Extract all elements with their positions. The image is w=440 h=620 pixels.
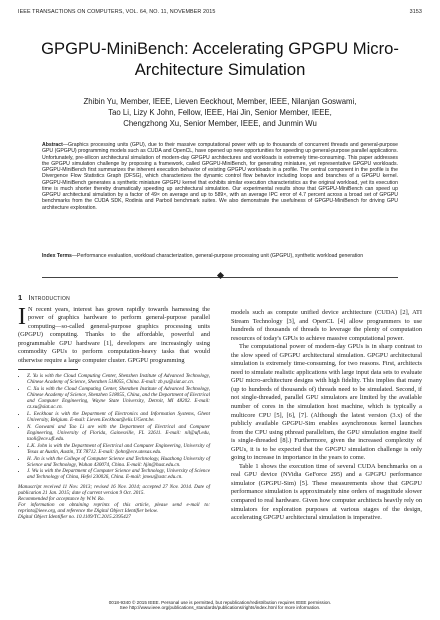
abstract-text: —Graphics processing units (GPU), due to their massive computational power with up to thousands of concurrent threads and general-purpose GPU (GPGPU) programming models such as CUDA and OpenCL, have opened up new opportunities for speeding up general-purpose parallel applications. Unfortunately, pre-silicon architectural simulation of modern-day GPGPU architectures and workloads is extremely time-consuming. This paper addresses the GPGPU simulation challenge by proposing a framework, called GPGPU-MiniBench, for generating miniature, yet representative GPGPU workloads. GPGPU-MiniBench first summarizes the inherent execution behavior of existing GPGPU workloads in a profile. The central component in the profile is the Divergence Flow Statistics Graph (DFSG), which characterizes the dynamic control flow behavior including loops and branches of a GPGPU kernel. GPGPU-MiniBench generates a synthetic miniature GPGPU kernel that exhibits similar execution characteristics as the original workload, yet its execution time is much shorter thereby dramatically speeding up architectural simulation. Our experimental results show that GPGPU-MiniBench can speed up GPGPU architectural simulation by a factor of 49× on average and up to 589×, with an average IPC error of 4.7 percent across a broad set of GPGPU benchmarks from the CUDA SDK, Rodinia and Parboil benchmark suites. We also demonstrate the usefulness of GPGPU-MiniBench for driving GPU architecture exploration.: [42, 142, 398, 211]
body-paragraph: models such as compute unified device architecture (CUDA) [2], ATI Stream Technology [3], and OpenCL [4] allow programmers to use hundreds of thousands of threads to leverage the plenty of computation resources of today's GPUs to achieve massive computational power.: [231, 309, 422, 342]
intro-text: N recent years, interest has grown rapidly towards harnessing the power of graphics hardware to perform general-purpose parallel computing—so-called general-purpose graphics processing units (GPGPU) computing. Thanks to the affordable, powerful and programmable GPU hardware [1], developers are increasingly using commodity GPUs to perform computation-heavy tasks that would otherwise require a large computer cluster. GPGPU programming: [18, 305, 210, 364]
affiliation-list: [18, 373, 210, 480]
author-line: Zhibin Yu, Member, IEEE, Lieven Eeckhout, Member, IEEE, Nilanjan Goswami,: [83, 97, 357, 106]
footnote-rule: [18, 369, 78, 370]
page-number: 3153: [409, 9, 422, 15]
author-line: Tao Li, Lizy K John, Fellow, IEEE, Hai Jin, Senior Member, IEEE,: [108, 108, 332, 117]
section-title: Introduction: [28, 293, 70, 302]
manuscript-info: [18, 484, 210, 521]
abstract-label: Abstract: [42, 142, 63, 148]
diamond-icon: [216, 272, 223, 279]
section-number: 1: [18, 293, 23, 302]
author-line: Chengzhong Xu, Senior Member, IEEE, and Junmin Wu: [123, 119, 317, 128]
body-paragraph: The computational power of modern-day GPUs is in sharp contrast to the slow speed of GPGPU architectural simulation. GPGPU architectural simulation is extremely time-consuming, for two reasons. First, architects need to simulate realistic applications with large input data sets to evaluate GPU micro-architecture designs with high fidelity. This implies that many (up to hundreds of thousands of) threads need to be simulated. Second, if not single-threaded, parallel GPU simulators are limited by the available number of cores in the simulation host machine, which is typically a multicore CPU [5], [6], [7]. (Although the latest version (3.x) of the publicly available GPGPU-Sim enables asynchronous kernel launches from the CPU using pthread parallelism, the GPU simulation engine itself is single-threaded [8].) Furthermore, given the increased complexity of GPUs, it is to be expected that the GPGPU simulation challenge is only going to increase in importance in the years to come.: [231, 343, 422, 462]
reprints-info: For information on obtaining reprints of this article, please send e-mail to: reprints@ieee.org, and reference the Digital Object Identifier below.: [18, 501, 210, 514]
index-terms-label: Index Terms: [42, 253, 72, 259]
section-divider: [42, 273, 398, 281]
manuscript-dates: Manuscript received 11 Nov. 2013; revised 16 Nov. 2014; accepted 27 Nov. 2014. Date of publication 21 Jan. 2015; date of current version 9 Oct. 2015.: [18, 483, 210, 496]
affiliation-item: • Z. Yu is with the Cloud Computing Center, Shenzhen Institute of Advanced Technology, Chinese Academy of Science, Shenzhen 518055, China. E-mail: zb.yu@siat.ac.cn.: [27, 373, 210, 385]
index-terms-text: —Performance evaluation, workload characterization, general-purpose processing unit (GPGPU), synthetic workload generation: [71, 253, 364, 259]
paper-title: GPGPU-MiniBench: Accelerating GPGPU Micro-Architecture Simulation: [41, 39, 399, 79]
affiliation-item: • L.K. John is with the Department of Electrical and Computer Engineering, University of Texas at Austin, Austin, TX 78712. E-mail: ljohn@ece.utexas.edu.: [27, 443, 210, 455]
affiliation-footnotes: [18, 369, 210, 520]
body-paragraph: Table 1 shows the execution time of several CUDA benchmarks on a real GPU device (NVidia GeForce 295) and a GPGPU performance simulator (GPGPU-Sim) [5]. These measurements show that GPGPU performance simulation is approximately nine orders of magnitude slower compared to real hardware. Given how computer architects heavily rely on simulators for exploration purposes at various stages of the design, accelerating GPGPU architectural simulation is imperative.: [231, 462, 422, 522]
author-list: [0, 96, 440, 129]
affiliation-item: • L. Eeckhout is with the Department of Electronics and Information Systems, Ghent University, Belgium. E-mail: Lieven.Eeckhout@elis.UGent.be.: [27, 411, 210, 423]
abstract: [42, 142, 398, 211]
copyright-footer: [18, 600, 422, 611]
intro-paragraph: [18, 303, 210, 366]
copyright-line: 0018-9340 © 2015 IEEE. Personal use is permitted, but republication/redistribution requires IEEE permission.: [108, 599, 332, 605]
running-header: [18, 9, 422, 19]
left-column: [18, 294, 210, 520]
affiliation-item: • H. Jin is with the College of Computer Science and Technology, Huazhong University of Science and Technology, Wuhan 430074, China. E-mail: hjin@hust.edu.cn.: [27, 456, 210, 468]
doi: Digital Object Identifier no. 10.1109/TC.2015.2395427: [18, 514, 131, 520]
right-column: [231, 309, 422, 523]
drop-cap: I: [18, 303, 26, 330]
section-heading: [18, 294, 210, 303]
affiliation-item: • J. Wu is with the Department of Computer Science and Technology, University of Science and Technology of China, Hefei 230026, China. E-mail: jmwu@ustc.edu.cn.: [27, 468, 210, 480]
recommended-by: Recommended for acceptance by W.W. Ro.: [18, 495, 105, 502]
affiliation-item: • N. Goswami and Tao Li are with the Department of Electrical and Computer Engineering, University of Florida, Gainesville, FL 32611. E-mail: nil@ufl.edu, taoli@ece.ufl.edu.: [27, 424, 210, 442]
journal-info: IEEE TRANSACTIONS ON COMPUTERS, VOL. 64, NO. 11, NOVEMBER 2015: [18, 9, 216, 15]
rights-link: See http://www.ieee.org/publications_standards/publications/rights/index.html for more information.: [119, 605, 321, 611]
index-terms: [42, 253, 398, 259]
affiliation-item: • C. Xu is with the Cloud Computing Center, Shenzhen Institute of Advanced Technology, Chinese Academy of Science, Shenzhen 518055, China, and the Department of Electrical and Computer Engineering, Wayne State University, Detroit, MI 48202. E-mail: cz.xu@siat.ac.cn.: [27, 386, 210, 410]
